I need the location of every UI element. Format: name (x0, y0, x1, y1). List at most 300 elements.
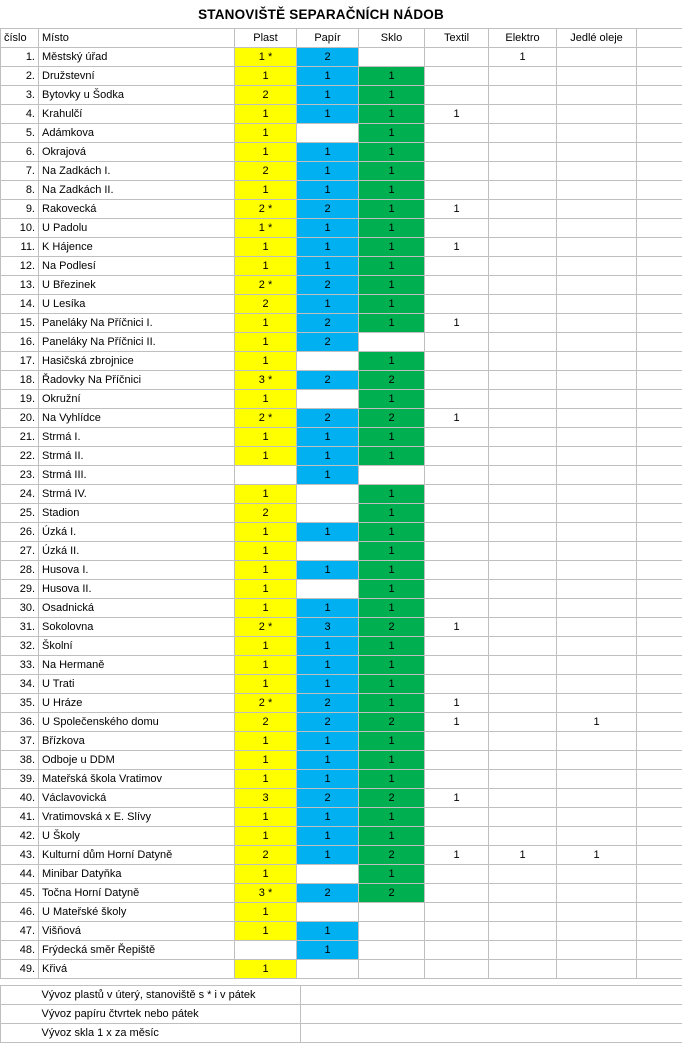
row-sklo: 1 (359, 257, 425, 276)
row-elektro (489, 466, 557, 485)
row-place: Strmá II. (39, 447, 235, 466)
row-number: 13. (1, 276, 39, 295)
table-row (1, 485, 682, 504)
row-place: U Hráze (39, 694, 235, 713)
row-oleje (557, 466, 637, 485)
row-sklo: 1 (359, 67, 425, 86)
row-oleje (557, 960, 637, 979)
row-papir: 2 (297, 409, 359, 428)
row-place: U Školy (39, 827, 235, 846)
row-oleje: 1 (557, 713, 637, 732)
row-sklo: 1 (359, 219, 425, 238)
row-textil (425, 124, 489, 143)
row-place: Kulturní dům Horní Datyně (39, 846, 235, 865)
row-spacer (637, 295, 682, 314)
row-plast: 1 (235, 124, 297, 143)
row-textil (425, 751, 489, 770)
row-textil (425, 371, 489, 390)
row-elektro (489, 903, 557, 922)
row-papir: 1 (297, 656, 359, 675)
row-papir (297, 485, 359, 504)
row-plast: 2 * (235, 276, 297, 295)
row-elektro (489, 86, 557, 105)
row-place: Václavovická (39, 789, 235, 808)
row-number: 47. (1, 922, 39, 941)
notes-section (0, 985, 682, 1043)
row-textil (425, 333, 489, 352)
row-spacer (637, 428, 682, 447)
row-number: 2. (1, 67, 39, 86)
row-papir: 1 (297, 732, 359, 751)
row-place: Krahulčí (39, 105, 235, 124)
row-oleje (557, 162, 637, 181)
row-sklo: 1 (359, 808, 425, 827)
row-textil (425, 580, 489, 599)
row-elektro (489, 390, 557, 409)
row-sklo: 2 (359, 409, 425, 428)
row-place: Strmá IV. (39, 485, 235, 504)
row-spacer (637, 162, 682, 181)
row-textil (425, 561, 489, 580)
row-plast: 1 (235, 428, 297, 447)
row-spacer (637, 181, 682, 200)
row-sklo: 2 (359, 846, 425, 865)
row-number: 18. (1, 371, 39, 390)
column-header-3: Plast (235, 29, 297, 48)
row-plast: 1 (235, 580, 297, 599)
row-place: Na Zadkách I. (39, 162, 235, 181)
row-elektro (489, 105, 557, 124)
row-sklo: 1 (359, 162, 425, 181)
table-row (1, 884, 682, 903)
row-oleje (557, 143, 637, 162)
row-plast: 1 (235, 922, 297, 941)
row-elektro (489, 637, 557, 656)
table-row (1, 295, 682, 314)
row-elektro (489, 732, 557, 751)
row-oleje (557, 751, 637, 770)
row-place: U Lesíka (39, 295, 235, 314)
row-place: Stadion (39, 504, 235, 523)
row-place: Strmá III. (39, 466, 235, 485)
row-elektro (489, 409, 557, 428)
page-title: STANOVIŠTĚ SEPARAČNÍCH NÁDOB (198, 7, 444, 22)
table-row (1, 238, 682, 257)
row-papir: 1 (297, 162, 359, 181)
row-oleje (557, 219, 637, 238)
row-spacer (637, 732, 682, 751)
row-papir: 2 (297, 789, 359, 808)
row-spacer (637, 276, 682, 295)
row-elektro (489, 447, 557, 466)
table-row (1, 694, 682, 713)
row-plast: 1 (235, 390, 297, 409)
row-number: 44. (1, 865, 39, 884)
row-oleje (557, 542, 637, 561)
row-sklo: 1 (359, 561, 425, 580)
row-elektro (489, 884, 557, 903)
row-oleje (557, 48, 637, 67)
row-papir: 2 (297, 694, 359, 713)
row-papir: 1 (297, 143, 359, 162)
table-row (1, 618, 682, 637)
row-spacer (637, 637, 682, 656)
table-row (1, 599, 682, 618)
row-sklo (359, 466, 425, 485)
row-textil (425, 865, 489, 884)
row-plast: 3 * (235, 884, 297, 903)
row-textil (425, 827, 489, 846)
note-text: Vývoz skla 1 x za měsíc (39, 1024, 301, 1043)
row-spacer (637, 390, 682, 409)
row-spacer (637, 694, 682, 713)
row-elektro (489, 238, 557, 257)
row-plast: 1 (235, 656, 297, 675)
row-number: 39. (1, 770, 39, 789)
row-elektro (489, 276, 557, 295)
row-elektro (489, 504, 557, 523)
row-sklo: 1 (359, 694, 425, 713)
row-plast (235, 466, 297, 485)
table-row (1, 846, 682, 865)
row-sklo: 2 (359, 789, 425, 808)
row-textil (425, 48, 489, 67)
row-elektro (489, 922, 557, 941)
row-elektro (489, 67, 557, 86)
row-textil (425, 903, 489, 922)
row-papir (297, 580, 359, 599)
column-header-4: Papír (297, 29, 359, 48)
row-spacer (637, 105, 682, 124)
row-textil: 1 (425, 314, 489, 333)
row-papir: 2 (297, 371, 359, 390)
row-sklo: 1 (359, 181, 425, 200)
row-plast: 1 (235, 333, 297, 352)
row-place: Břízkova (39, 732, 235, 751)
row-sklo: 1 (359, 314, 425, 333)
row-spacer (637, 675, 682, 694)
row-number: 28. (1, 561, 39, 580)
row-papir (297, 960, 359, 979)
row-place: U Mateřské školy (39, 903, 235, 922)
row-spacer (637, 447, 682, 466)
row-sklo: 1 (359, 124, 425, 143)
row-papir (297, 124, 359, 143)
row-sklo (359, 960, 425, 979)
row-sklo: 1 (359, 580, 425, 599)
row-textil (425, 466, 489, 485)
row-textil (425, 504, 489, 523)
row-oleje (557, 808, 637, 827)
row-oleje (557, 561, 637, 580)
row-plast: 1 (235, 960, 297, 979)
title-row (0, 0, 682, 28)
row-place: Strmá I. (39, 428, 235, 447)
row-spacer (637, 143, 682, 162)
row-spacer (637, 124, 682, 143)
row-elektro (489, 314, 557, 333)
row-elektro (489, 618, 557, 637)
row-number: 30. (1, 599, 39, 618)
table-row (1, 390, 682, 409)
row-textil (425, 732, 489, 751)
row-papir: 1 (297, 67, 359, 86)
row-elektro (489, 143, 557, 162)
table-row (1, 713, 682, 732)
row-textil: 1 (425, 618, 489, 637)
table-row (1, 523, 682, 542)
row-oleje (557, 675, 637, 694)
row-elektro (489, 960, 557, 979)
row-papir: 1 (297, 827, 359, 846)
row-elektro: 1 (489, 846, 557, 865)
row-oleje (557, 352, 637, 371)
row-spacer (637, 485, 682, 504)
row-plast: 1 (235, 808, 297, 827)
table-row (1, 580, 682, 599)
row-papir: 1 (297, 181, 359, 200)
row-sklo: 2 (359, 884, 425, 903)
row-place: Minibar Datyňka (39, 865, 235, 884)
note-spacer-left (1, 1024, 39, 1043)
row-number: 25. (1, 504, 39, 523)
row-plast: 1 (235, 238, 297, 257)
row-plast: 1 (235, 314, 297, 333)
row-number: 42. (1, 827, 39, 846)
row-plast: 1 * (235, 48, 297, 67)
row-papir: 1 (297, 238, 359, 257)
row-place: Úzká II. (39, 542, 235, 561)
row-papir (297, 390, 359, 409)
row-place: Točna Horní Datyně (39, 884, 235, 903)
row-plast: 2 * (235, 200, 297, 219)
row-elektro (489, 808, 557, 827)
row-place: Vratimovská x E. Slívy (39, 808, 235, 827)
row-number: 21. (1, 428, 39, 447)
row-papir: 2 (297, 200, 359, 219)
row-sklo: 1 (359, 827, 425, 846)
row-papir: 1 (297, 428, 359, 447)
row-plast: 1 (235, 599, 297, 618)
table-row (1, 314, 682, 333)
row-number: 9. (1, 200, 39, 219)
table-row (1, 808, 682, 827)
row-papir: 1 (297, 295, 359, 314)
table-row (1, 827, 682, 846)
row-elektro (489, 295, 557, 314)
row-place: Na Podlesí (39, 257, 235, 276)
row-number: 20. (1, 409, 39, 428)
row-number: 26. (1, 523, 39, 542)
row-number: 40. (1, 789, 39, 808)
row-number: 46. (1, 903, 39, 922)
row-elektro (489, 333, 557, 352)
row-number: 22. (1, 447, 39, 466)
row-spacer (637, 561, 682, 580)
row-place: Křivá (39, 960, 235, 979)
row-oleje (557, 447, 637, 466)
row-place: Řadovky Na Příčnici (39, 371, 235, 390)
note-spacer-left (1, 986, 39, 1005)
row-papir: 1 (297, 86, 359, 105)
row-place: Paneláky Na Příčnici II. (39, 333, 235, 352)
row-textil (425, 257, 489, 276)
row-number: 45. (1, 884, 39, 903)
row-place: Osadnická (39, 599, 235, 618)
row-number: 12. (1, 257, 39, 276)
row-textil (425, 67, 489, 86)
row-plast: 1 (235, 143, 297, 162)
row-sklo: 2 (359, 618, 425, 637)
row-plast: 1 (235, 732, 297, 751)
row-number: 17. (1, 352, 39, 371)
row-spacer (637, 713, 682, 732)
row-sklo: 2 (359, 371, 425, 390)
row-plast: 1 (235, 447, 297, 466)
row-oleje (557, 314, 637, 333)
table-row (1, 276, 682, 295)
row-sklo: 1 (359, 200, 425, 219)
row-spacer (637, 238, 682, 257)
row-spacer (637, 257, 682, 276)
row-number: 49. (1, 960, 39, 979)
row-elektro (489, 257, 557, 276)
table-row (1, 105, 682, 124)
row-papir: 1 (297, 941, 359, 960)
row-number: 7. (1, 162, 39, 181)
row-sklo: 1 (359, 542, 425, 561)
row-elektro (489, 162, 557, 181)
row-number: 16. (1, 333, 39, 352)
row-plast: 2 (235, 295, 297, 314)
row-spacer (637, 314, 682, 333)
row-elektro (489, 751, 557, 770)
row-sklo: 1 (359, 504, 425, 523)
row-textil (425, 447, 489, 466)
row-textil: 1 (425, 789, 489, 808)
row-textil (425, 884, 489, 903)
row-oleje (557, 770, 637, 789)
row-oleje (557, 257, 637, 276)
row-textil (425, 485, 489, 504)
row-textil: 1 (425, 238, 489, 257)
row-elektro (489, 865, 557, 884)
row-number: 10. (1, 219, 39, 238)
table-row (1, 770, 682, 789)
row-spacer (637, 770, 682, 789)
row-papir: 1 (297, 770, 359, 789)
table-row (1, 751, 682, 770)
row-number: 35. (1, 694, 39, 713)
row-papir: 2 (297, 884, 359, 903)
row-elektro (489, 181, 557, 200)
table-row (1, 257, 682, 276)
table-row (1, 903, 682, 922)
row-oleje (557, 884, 637, 903)
row-sklo: 1 (359, 390, 425, 409)
row-plast: 1 (235, 105, 297, 124)
row-spacer (637, 865, 682, 884)
row-sklo: 2 (359, 713, 425, 732)
note-spacer-right (301, 986, 682, 1005)
row-textil: 1 (425, 200, 489, 219)
row-papir: 1 (297, 561, 359, 580)
row-elektro (489, 352, 557, 371)
row-oleje (557, 599, 637, 618)
row-place: Na Vyhlídce (39, 409, 235, 428)
row-textil (425, 770, 489, 789)
table-row (1, 941, 682, 960)
row-sklo (359, 48, 425, 67)
row-plast: 2 (235, 713, 297, 732)
row-elektro (489, 561, 557, 580)
table-row (1, 504, 682, 523)
note-row (1, 986, 682, 1005)
row-spacer (637, 542, 682, 561)
row-elektro (489, 124, 557, 143)
row-textil: 1 (425, 105, 489, 124)
row-textil (425, 960, 489, 979)
column-header-7: Elektro (489, 29, 557, 48)
table-row (1, 371, 682, 390)
row-plast: 1 (235, 865, 297, 884)
table-row (1, 48, 682, 67)
row-textil: 1 (425, 694, 489, 713)
row-place: K Hájence (39, 238, 235, 257)
row-spacer (637, 884, 682, 903)
table-row (1, 219, 682, 238)
row-papir: 1 (297, 523, 359, 542)
column-header-5: Sklo (359, 29, 425, 48)
row-plast: 2 * (235, 618, 297, 637)
row-spacer (637, 846, 682, 865)
row-sklo: 1 (359, 428, 425, 447)
row-spacer (637, 333, 682, 352)
row-oleje (557, 181, 637, 200)
row-number: 38. (1, 751, 39, 770)
row-place: Husova II. (39, 580, 235, 599)
table-row (1, 333, 682, 352)
row-elektro (489, 200, 557, 219)
row-oleje (557, 371, 637, 390)
row-plast: 1 (235, 67, 297, 86)
row-number: 37. (1, 732, 39, 751)
row-oleje (557, 67, 637, 86)
table-row (1, 67, 682, 86)
note-spacer-right (301, 1005, 682, 1024)
row-oleje (557, 941, 637, 960)
row-oleje (557, 333, 637, 352)
row-place: Okrajová (39, 143, 235, 162)
row-place: Bytovky u Šodka (39, 86, 235, 105)
table-row (1, 922, 682, 941)
row-place: Okružní (39, 390, 235, 409)
row-papir: 2 (297, 48, 359, 67)
row-place: Husova I. (39, 561, 235, 580)
row-plast: 1 (235, 181, 297, 200)
row-textil (425, 219, 489, 238)
row-sklo: 1 (359, 523, 425, 542)
row-sklo: 1 (359, 770, 425, 789)
row-number: 32. (1, 637, 39, 656)
table-row (1, 865, 682, 884)
row-textil (425, 390, 489, 409)
row-oleje (557, 922, 637, 941)
row-sklo: 1 (359, 675, 425, 694)
row-sklo (359, 941, 425, 960)
row-sklo: 1 (359, 105, 425, 124)
row-spacer (637, 903, 682, 922)
